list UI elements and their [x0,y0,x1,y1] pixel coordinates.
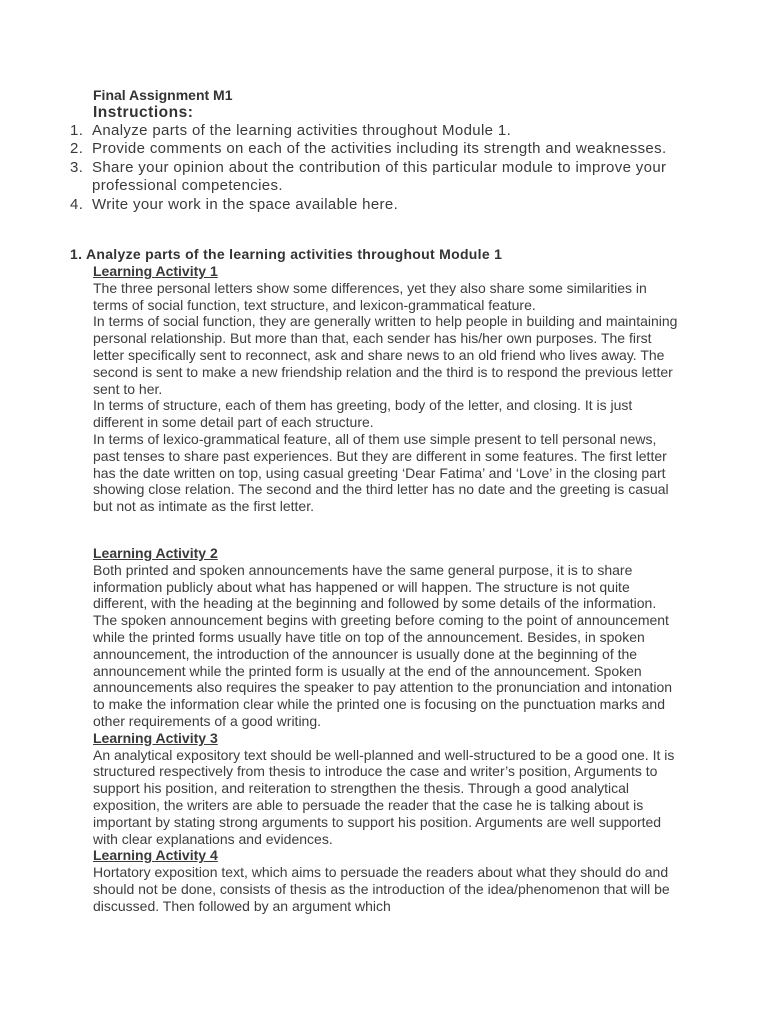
learning-activity-1-heading: Learning Activity 1 [93,263,218,279]
instructions-list [70,122,690,214]
instruction-text: Provide comments on each of the activities including its strength and weaknesses. [92,140,667,158]
activity-3-paragraph: An analytical expository text should be well-planned and well-structured to be a good one. It is structured respectively from thesis to introduce the case and writer’s position, Arguments to support his position, and reiteration to strengthen the thesis. Through a good analytical exposition, the writers are able to persuade the reader that the case he is talking about is important by stating strong arguments to support his position. Arguments are well supported with clear explanations and evidences. [93,746,675,847]
learning-activity-2-heading: Learning Activity 2 [93,545,218,561]
activity-1-paragraph: In terms of structure, each of them has greeting, body of the letter, and closing. It is just different in some detail part of each structure. [93,397,633,431]
activity-1-paragraph: In terms of lexico-grammatical feature, all of them use simple present to tell personal news, past tenses to share past experiences. But they are different in some features. The first letter has the date written on top, using casual greeting ‘Dear Fatima’ and ‘Love’ in the closing part showing close relation. The second and the third letter has no date and the greeting is casual but not as intimate as the first letter. [93,430,669,515]
instruction-item [70,122,690,140]
activity-1-paragraph: The three personal letters show some differences, yet they also share some similarities in terms of social function, text structure, and lexicon-grammatical feature. [93,279,647,313]
instruction-number: 4. [70,195,84,213]
instruction-text: Analyze parts of the learning activities throughout Module 1. [92,122,512,139]
instructions-heading: Instructions: [93,104,194,121]
instruction-number: 2. [70,140,84,158]
instruction-item [70,196,690,214]
activity-4-paragraph: Hortatory exposition text, which aims to persuade the readers about what they should do and should not be done, consists of thesis as the introduction of the idea/phenomenon that will be discussed. Then followed by an argument which [93,864,670,914]
learning-activity-3-heading: Learning Activity 3 [93,729,218,746]
activities-block-upper [93,263,683,515]
instruction-text: Write your work in the space available here. [92,195,399,213]
activity-2-paragraph: Both printed and spoken announcements have the same general purpose, it is to share information publicly about what has happened or will happen. The structure is not quite different, with the heading at the beginning and followed by some details of the information. The spoken announcement begins with greeting before coming to the point of announcement while the printed forms usually have title on top of the announcement. Besides, in spoken announcement, the introduction of the announcer is usually done at the beginning of the announcement while the printed form is usually at the end of the announcement. Spoken announcements also requires the speaker to pay attention to the pronunciation and intonation to make the information clear while the printed one is focusing on the punctuation marks and other requirements of a good writing. [93,561,673,729]
instruction-item [70,159,690,196]
instruction-item [70,140,690,158]
document-title: Final Assignment M1 [93,87,233,103]
instruction-text: Share your opinion about the contribution of this particular module to improve your professional competencies. [92,158,667,195]
activities-block-lower [93,545,683,915]
instruction-number: 1. [70,122,84,139]
section-heading: 1. Analyze parts of the learning activities throughout Module 1 [70,246,503,262]
instruction-number: 3. [70,158,84,176]
learning-activity-4-heading: Learning Activity 4 [93,847,218,864]
activity-1-paragraph: In terms of social function, they are generally written to help people in building and maintaining personal relationship. But more than that, each sender has his/her own purposes. The first letter specifically sent to reconnect, ask and share news to an old friend who lives away. The second is sent to make a new friendship relation and the third is to respond the previous letter sent to her. [93,313,678,397]
